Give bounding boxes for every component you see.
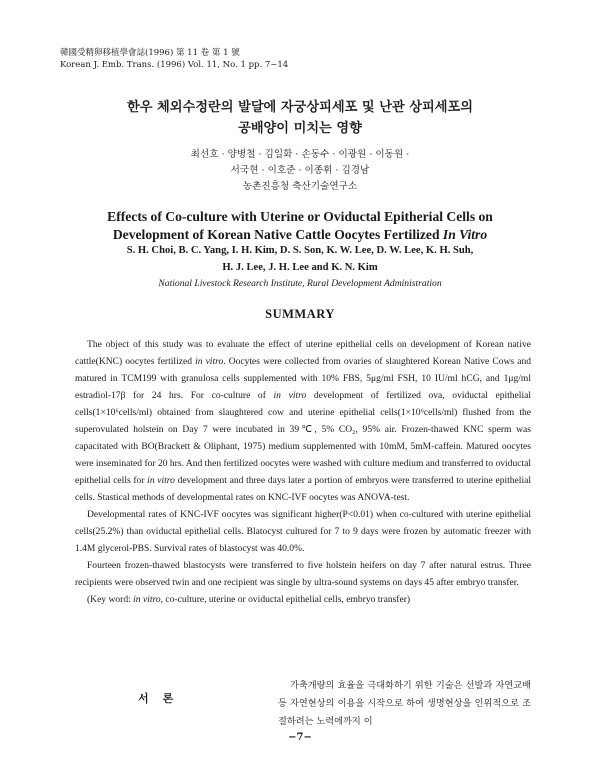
kw-part-c: , co-culture, uterine or oviductal epithelial cells, embryo transfer) bbox=[160, 594, 411, 605]
kw-italic: in vitro bbox=[133, 594, 161, 605]
summary-heading: SUMMARY bbox=[265, 307, 335, 321]
key-words bbox=[75, 591, 531, 608]
english-affiliation: National Livestock Research Institute, Rural Development Administration bbox=[158, 278, 442, 289]
introduction-paragraph: 가축개량의 효율을 극대화하기 위한 기술은 선발과 자연교배 등 자연현상의 이용을 시작으로 하여 생명현상을 인위적으로 조절하려는 노력에까지 이 bbox=[278, 680, 531, 727]
korean-affiliation: 농촌진흥청 축산기술연구소 bbox=[242, 181, 358, 192]
english-title-line-1: Effects of Co-culture with Uterine or Oviductal Epitherial Cells on bbox=[107, 209, 493, 224]
p1-italic-3: in vitro bbox=[147, 475, 175, 486]
english-authors-line-1: S. H. Choi, B. C. Yang, I. H. Kim, D. S. Son, K. W. Lee, D. W. Lee, K. H. Suh, bbox=[126, 245, 474, 256]
english-authors-line-2: H. J. Lee, J. H. Lee and K. N. Kim bbox=[222, 262, 378, 273]
korean-title bbox=[0, 97, 600, 139]
english-title-italic: In Vitro bbox=[442, 227, 488, 242]
korean-title-line-2: 공배양이 미치는 영향 bbox=[238, 121, 362, 136]
p1-italic-1: in vitro bbox=[195, 356, 224, 367]
journal-header-korean: 韓國受精卵移植學會誌(1996) 第 11 卷 第 1 號 bbox=[60, 48, 240, 58]
p1-part-a: The object of this study was to evaluate the effect of uterine epithelial cells on development of Korean native cattle(KNC) oocytes fertilized bbox=[75, 339, 531, 367]
summary-body bbox=[75, 336, 531, 608]
korean-authors-line-1: 최선호 · 양병철 · 김일화 · 손동수 · 이광원 · 이동원 · bbox=[190, 149, 410, 160]
p1-part-g: development and three days later a portion of embryos were transferred to uterine epithelial cells. Stastical methods of developmental rates on KNC-IVF oocytes was ANOVA-test. bbox=[75, 475, 531, 503]
summary-paragraph-2: Developmental rates of KNC-IVF oocytes was significant higher(P<0.01) when co-cultured with uterine epithelial cells(25.2%) than oviductal epithelial cells. Blatocyst cultured for 7 to 9 days were frozen by automatic freezer with 1.4M glycerol-PBS. Survival rates of blastocyst was 40.0%. bbox=[75, 509, 531, 554]
kw-part-a: (Key word: bbox=[87, 594, 134, 605]
journal-header bbox=[60, 47, 288, 71]
introduction-body bbox=[278, 677, 531, 731]
p1-italic-2: in vitro bbox=[273, 390, 307, 401]
english-title bbox=[0, 208, 600, 244]
korean-title-line-1: 한우 체외수정란의 발달에 자궁상피세포 및 난관 상피세포의 bbox=[126, 100, 474, 115]
summary-paragraph-1 bbox=[75, 336, 531, 506]
korean-authors bbox=[0, 147, 600, 195]
summary-paragraph-3: Fourteen frozen-thawed blastocysts were transferred to five holstein heifers on day 7 after natural estrus. Three recipients were observed twin and one recipient was single by ultra-sound systems on days 45 after embryo transfer. bbox=[75, 560, 531, 588]
introduction-heading: 서론 bbox=[138, 692, 188, 705]
journal-header-english: Korean J. Emb. Trans. (1996) Vol. 11, No. 1 pp. 7~14 bbox=[60, 60, 289, 70]
p1-part-c: . Oocytes were collected from ovaries of slaughtered Korean Native Cows and matured in TCM199 with granulosa cells supplemented with 10% FBS, 5μg/ml FSH, 10 IU/ml hCG, and 1μg/ml estradiol-17β for 24 hrs. For co-culture of bbox=[75, 356, 531, 401]
korean-authors-line-2: 서국현 · 이호준 · 이종휘 · 김경남 bbox=[230, 165, 370, 176]
english-title-line-2-main: Development of Korean Native Cattle Oocytes Fertilized bbox=[112, 227, 443, 242]
english-authors bbox=[0, 242, 600, 276]
p1-part-e: development of fertilized ova, oviductal epithelial cells(1×10⁶cells/ml) obtained from slaughtered cow and uterine epithelial cells(1×10⁶cells/ml) flushed from the superovulated holstein on Day 7 were incubated in 39℃, 5% CO₂, 95% air. Frozen-thawed KNC sperm was capacitated with BO(Brackett & Oliphant, 1975) medium supplemented with 10mM, 5mM-caffein. Matured oocytes were inseminated for 20 hrs. And then fertilized oocytes were washed with culture medium and transferred to oviductal epithelial cells for bbox=[75, 390, 531, 486]
page-number: −7− bbox=[288, 732, 312, 743]
